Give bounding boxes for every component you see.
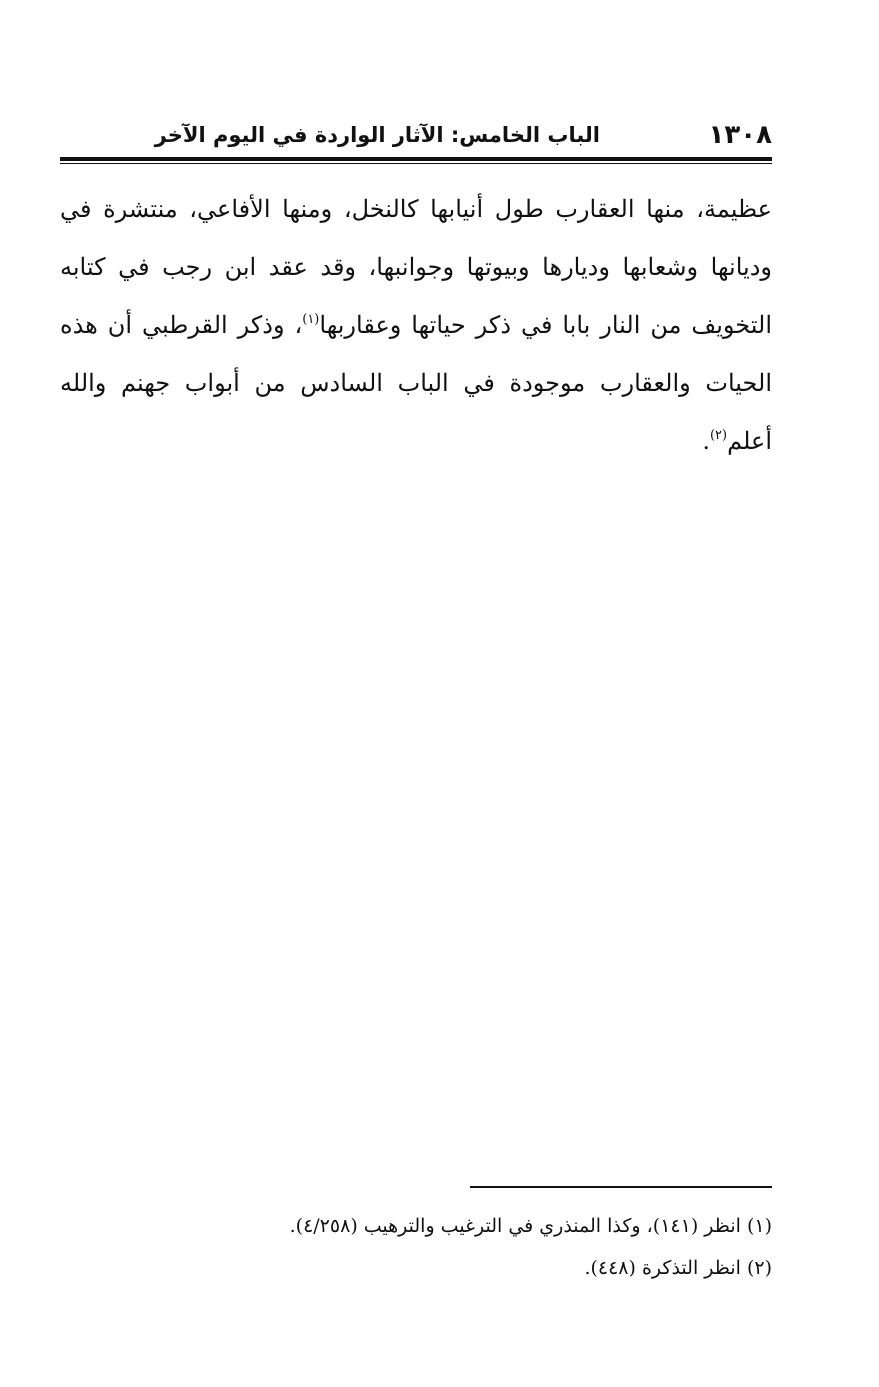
text-line-5-tail: . [702, 427, 710, 455]
footnotes [60, 1205, 772, 1289]
running-title: الباب الخامس: الآثار الواردة في اليوم الآخر [154, 123, 600, 147]
text-line-3-tail: ، وذكر القرطبي أن هذه [60, 311, 303, 339]
text-line-4: الحيات والعقارب موجودة في الباب السادس من أبواب جهنم والله [60, 369, 772, 397]
main-text [60, 180, 772, 470]
text-line-3 [60, 296, 772, 354]
footnote-ref-1: (١) [302, 312, 320, 327]
text-line-1: عظيمة، منها العقارب طول أنيابها كالنخل، ومنها الأفاعي، منتشرة في [60, 195, 772, 223]
text-line-5-head: أعلم [727, 427, 772, 455]
footnote-1: (١) انظر (١٤١)، وكذا المنذري في الترغيب والترهيب (٤/٢٥٨). [289, 1215, 772, 1237]
text-line-5 [60, 412, 772, 470]
footnote-separator [470, 1186, 772, 1188]
header-rule-thick [60, 157, 772, 161]
text-line-2: وديانها وشعابها وديارها وبيوتها وجوانبها، وقد عقد ابن رجب في كتابه [60, 253, 772, 281]
header-rule-thin [60, 163, 772, 164]
footnote-ref-2: (٢) [709, 428, 728, 443]
page-header [60, 118, 772, 152]
footnote-2: (٢) انظر التذكرة (٤٤٨). [584, 1257, 772, 1279]
text-line-3-head: التخويف من النار بابا في ذكر حياتها وعقاربها [319, 311, 773, 339]
page-number: ١٣٠٨ [708, 120, 772, 150]
